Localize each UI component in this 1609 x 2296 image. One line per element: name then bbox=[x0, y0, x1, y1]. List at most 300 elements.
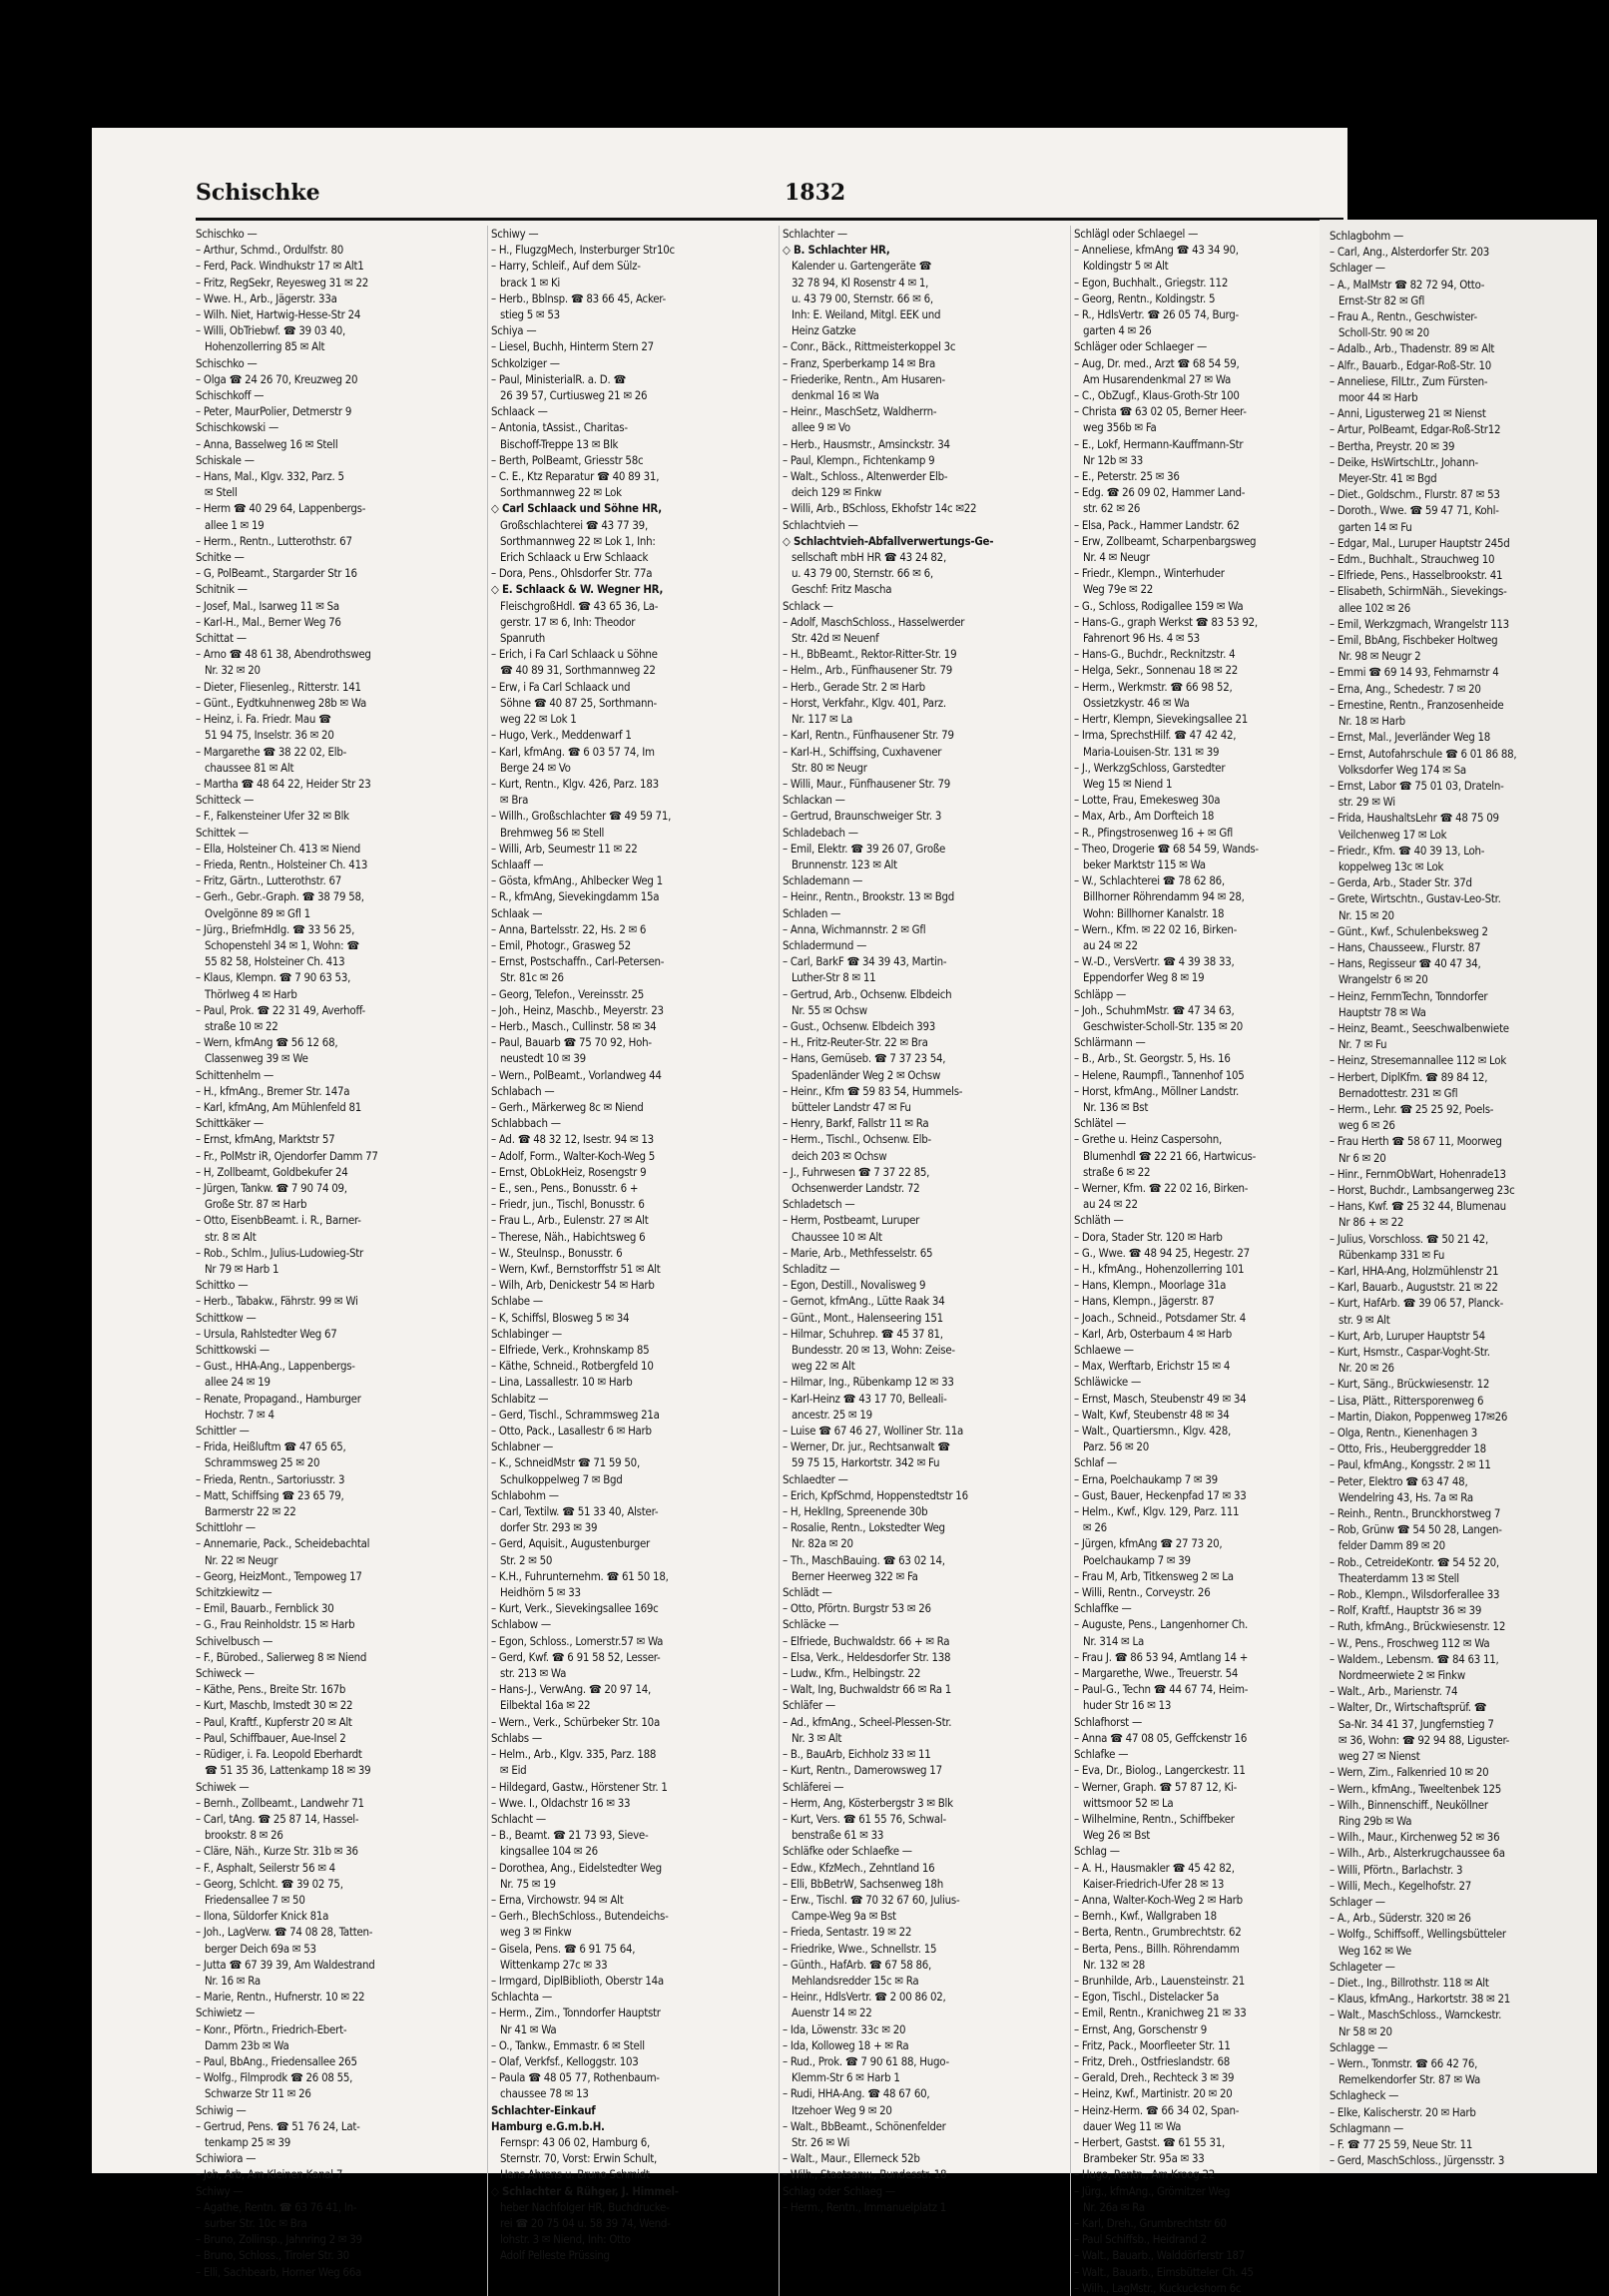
directory-entry: – Ernst, Ang, Gorschenstr 9 bbox=[1074, 2021, 1208, 2036]
surname-heading: Schlack — bbox=[783, 598, 833, 613]
directory-entry: Nr 79 ✉ Harb 1 bbox=[196, 1262, 279, 1276]
directory-entry: ◇ Carl Schlaack und Söhne HR, bbox=[491, 501, 662, 516]
surname-heading: Schlabinger — bbox=[491, 1326, 562, 1341]
directory-entry: Barmerstr 22 ✉ 22 bbox=[196, 1504, 296, 1519]
directory-entry: – Wern., PolBeamt., Vorlandweg 44 bbox=[491, 1067, 662, 1082]
directory-entry: – Lina, Lassallestr. 10 ✉ Harb bbox=[491, 1375, 633, 1390]
directory-entry: – Herb., Bblnsp. ☎ 83 66 45, Acker- bbox=[491, 290, 666, 305]
directory-entry: – Franz, Sperberkamp 14 ✉ Bra bbox=[783, 355, 936, 370]
directory-entry: – Herm., Rentn., Lutterothstr. 67 bbox=[196, 533, 352, 548]
directory-entry: weg 6 ✉ 26 bbox=[1330, 1118, 1395, 1133]
directory-entry: ◇ B. Schlachter HR, bbox=[783, 243, 890, 258]
directory-entry: Hamburg e.G.m.b.H. bbox=[491, 2118, 605, 2133]
directory-entry: Sternstr. 70, Vorst: Erwin Schult, bbox=[491, 2151, 657, 2166]
directory-entry: – Georg, HeizMont., Tempoweg 17 bbox=[196, 1568, 362, 1583]
directory-entry: surber Str. 10c ✉ Bra bbox=[196, 2215, 307, 2230]
surname-heading: Schittenhelm — bbox=[196, 1067, 273, 1082]
surname-heading: Schlabner — bbox=[491, 1439, 554, 1454]
directory-entry: – Elisabeth, SchirmNäh., Sievekings- bbox=[1330, 584, 1507, 599]
directory-entry: Schlachter-Einkauf bbox=[491, 2102, 596, 2117]
directory-entry: – Walt., BbBeamt., Schönenfelder bbox=[783, 2118, 946, 2133]
directory-entry: – Paul, Klempn., Fichtenkamp 9 bbox=[783, 452, 935, 467]
surname-heading: Schlagheck — bbox=[1330, 2088, 1399, 2103]
surname-heading: Schladetsch — bbox=[783, 1197, 855, 1212]
directory-entry: Ovelgönne 89 ✉ Gfl 1 bbox=[196, 905, 310, 920]
directory-entry: – H., BbBeamt., Rektor-Ritter-Str. 19 bbox=[783, 647, 957, 662]
surname-heading: Schlabe — bbox=[491, 1294, 543, 1309]
directory-entry: – Wern., Verk., Schürbeker Str. 10a bbox=[491, 1714, 660, 1729]
directory-entry: – Josef, Mal., Isarweg 11 ✉ Sa bbox=[196, 598, 339, 613]
surname-heading: Schladitz — bbox=[783, 1262, 840, 1276]
surname-heading: Schkolziger — bbox=[491, 355, 560, 370]
directory-entry: – Fritz, Gärtn., Lutterothstr. 67 bbox=[196, 873, 341, 888]
directory-entry: – Grete, Wirtschtn., Gustav-Leo-Str. bbox=[1330, 891, 1501, 906]
directory-entry: – Gust., HHA-Ang., Lappenbergs- bbox=[196, 1359, 355, 1374]
directory-entry: Sorthmannweg 22 ✉ Lok bbox=[491, 485, 622, 500]
directory-entry: – Edw., KfzMech., Zehntland 16 bbox=[783, 1860, 935, 1875]
directory-entry: lohstr. 3 ✉ Niend, Inh: Otto bbox=[491, 2232, 631, 2247]
directory-entry: Berge 24 ✉ Vo bbox=[491, 760, 571, 775]
directory-entry: – Karl, Rentn., Fünfhausener Str. 79 bbox=[783, 728, 954, 743]
directory-entry: Schrammsweg 25 ✉ 20 bbox=[196, 1455, 320, 1470]
directory-entry: – Max, Werftarb, Erichstr 15 ✉ 4 bbox=[1074, 1359, 1231, 1374]
directory-entry: – Rüdiger, i. Fa. Leopold Eberhardt bbox=[196, 1747, 362, 1762]
directory-entry: – Helene, Raumpfl., Tannenhof 105 bbox=[1074, 1067, 1245, 1082]
directory-entry: – Werner, Kfm. ☎ 22 02 16, Birken- bbox=[1074, 1180, 1249, 1195]
directory-entry: Bernadottestr. 231 ✉ Gfl bbox=[1330, 1085, 1458, 1100]
directory-entry: – Heinz, Beamt., Seeschwalbenwiete bbox=[1330, 1020, 1509, 1035]
directory-entry: – Margarethe, Wwe., Treuerstr. 54 bbox=[1074, 1666, 1239, 1681]
directory-entry: straße 6 ✉ 22 bbox=[1074, 1164, 1151, 1179]
directory-entry: straße 10 ✉ 22 bbox=[196, 1018, 278, 1033]
directory-entry: Nr. 22 ✉ Neugr bbox=[196, 1552, 278, 1567]
directory-entry: – Wilh., LagMstr., Kuckuckshorn 6c bbox=[1074, 2280, 1242, 2295]
directory-entry: stieg 5 ✉ 53 bbox=[491, 307, 560, 322]
directory-entry: – F., Bürobed., Salierweg 8 ✉ Niend bbox=[196, 1649, 367, 1664]
directory-entry: – Bertha, Preystr. 20 ✉ 39 bbox=[1330, 438, 1455, 453]
directory-entry: – Gösta, kfmAng., Ahlbecker Weg 1 bbox=[491, 873, 663, 888]
directory-entry: Nr. 16 ✉ Ra bbox=[196, 1973, 261, 1988]
directory-entry: – Edgar, Mal., Luruper Hauptstr 245d bbox=[1330, 535, 1510, 550]
directory-entry: – Rob., Klempn., Wilsdorferallee 33 bbox=[1330, 1587, 1500, 1602]
directory-entry: Hauptstr 78 ✉ Wa bbox=[1330, 1004, 1426, 1019]
directory-entry: – Hans, Klempn., Jägerstr. 87 bbox=[1074, 1294, 1215, 1309]
directory-entry: – Gerh., Märkerweg 8c ✉ Niend bbox=[491, 1099, 644, 1114]
directory-entry: Str. 42d ✉ Neuenf bbox=[783, 631, 879, 646]
directory-entry: Classenweg 39 ✉ We bbox=[196, 1051, 308, 1066]
header-rule bbox=[196, 218, 1343, 221]
directory-entry: – Helm., Arb., Fünfhausener Str. 79 bbox=[783, 663, 953, 678]
directory-entry: – Hans, Mal., Klgv. 332, Parz. 5 bbox=[196, 469, 344, 484]
directory-entry: – Arno ☎ 48 61 38, Abendrothsweg bbox=[196, 647, 371, 662]
directory-entry: – Berta, Pens., Billh. Röhrendamm bbox=[1074, 1941, 1240, 1956]
surname-heading: Schiwy — bbox=[196, 2183, 244, 2198]
directory-entry: Mehlandsredder 15c ✉ Ra bbox=[783, 1973, 919, 1988]
directory-entry: Nr 6 ✉ 20 bbox=[1330, 1150, 1386, 1165]
directory-entry: – Ilona, Süldorfer Knick 81a bbox=[196, 1909, 329, 1924]
surname-heading: Schischkowski — bbox=[196, 420, 279, 435]
surname-heading: Schlabow — bbox=[491, 1617, 551, 1632]
directory-entry: – Gerda, Arb., Stader Str. 37d bbox=[1330, 875, 1472, 890]
directory-entry: – Fritz, Pack., Moorfleeter Str. 11 bbox=[1074, 2037, 1231, 2052]
directory-entry: ✉ 26 bbox=[1074, 1520, 1107, 1535]
directory-entry: Weg 15 ✉ Niend 1 bbox=[1074, 776, 1173, 791]
directory-entry: – J., Fuhrwesen ☎ 7 37 22 85, bbox=[783, 1164, 930, 1179]
directory-entry: – Joh., Heinz, Maschb., Meyerstr. 23 bbox=[491, 1002, 664, 1017]
surname-heading: Schiya — bbox=[491, 323, 537, 338]
directory-entry: – G., Wwe. ☎ 48 94 25, Hegestr. 27 bbox=[1074, 1245, 1250, 1260]
directory-entry: – Wilhelmine, Rentn., Schiffbeker bbox=[1074, 1811, 1235, 1826]
surname-heading: Schiwiora — bbox=[196, 2151, 257, 2166]
directory-entry: Str. 2 ✉ 50 bbox=[491, 1552, 553, 1567]
directory-entry: Ossietzkystr. 46 ✉ Wa bbox=[1074, 695, 1190, 710]
directory-entry: – Hildegard, Gastw., Hörstener Str. 1 bbox=[491, 1779, 668, 1794]
directory-entry: – Elsa, Verk., Heldesdorfer Str. 138 bbox=[783, 1649, 951, 1664]
directory-entry: – Christa ☎ 63 02 05, Berner Heer- bbox=[1074, 404, 1247, 419]
directory-entry: – A., MalMstr ☎ 82 72 94, Otto- bbox=[1330, 277, 1485, 291]
directory-entry: Damm 23b ✉ Wa bbox=[196, 2037, 289, 2052]
directory-entry: – Egon, Buchhalt., Griegstr. 112 bbox=[1074, 275, 1229, 289]
directory-entry: Heinz Gatzke bbox=[783, 323, 856, 338]
directory-entry: – Aug, Dr. med., Arzt ☎ 68 54 59, bbox=[1074, 355, 1240, 370]
directory-entry: – Friedr., Klempn., Winterhuder bbox=[1074, 566, 1225, 581]
directory-entry: Nr. 32 ✉ 20 bbox=[196, 663, 261, 678]
directory-entry: Str. 80 ✉ Neugr bbox=[783, 760, 867, 775]
directory-entry: – Gerh., Gebr.-Graph. ☎ 38 79 58, bbox=[196, 889, 364, 904]
directory-entry: – Ernst, Postschaffn., Carl-Petersen- bbox=[491, 954, 665, 969]
directory-entry: tenkamp 25 ✉ 39 bbox=[196, 2134, 291, 2149]
directory-entry: moor 44 ✉ Harb bbox=[1330, 390, 1418, 405]
directory-entry: Schwarze Str 11 ✉ 26 bbox=[196, 2086, 311, 2101]
directory-entry: Weg 162 ✉ We bbox=[1330, 1943, 1411, 1958]
surname-heading: Schischkoff — bbox=[196, 388, 265, 403]
surname-heading: Schiwy — bbox=[491, 227, 539, 241]
directory-entry: Bischoff-Treppe 13 ✉ Blk bbox=[491, 436, 619, 451]
surname-heading: Schläth — bbox=[1074, 1213, 1124, 1228]
surname-heading: Schischko — bbox=[196, 227, 258, 241]
directory-entry: – Karl, kfmAng, Am Mühlenfeld 81 bbox=[196, 1099, 362, 1114]
directory-entry: – Joh, Arb, Am Kleinen Kanal 7 bbox=[196, 2167, 343, 2182]
directory-entry: Klemm-Str 6 ✉ Harb 1 bbox=[783, 2070, 900, 2085]
directory-entry: – H, HeklIng, Spreenende 30b bbox=[783, 1504, 928, 1519]
directory-entry: – Willi, ObTriebwf. ☎ 39 03 40, bbox=[196, 323, 345, 338]
surname-heading: Schlabach — bbox=[491, 1083, 555, 1098]
directory-entry: – Otto, Fris., Heuberggredder 18 bbox=[1330, 1441, 1486, 1456]
surname-heading: Schladebach — bbox=[783, 825, 858, 840]
directory-column-3 bbox=[779, 226, 1051, 2296]
directory-entry: – Paul, Prok. ☎ 22 31 49, Averhoff- bbox=[196, 1002, 365, 1017]
directory-entry: – Karl, HHA-Ang, Holzmühlenstr 21 bbox=[1330, 1264, 1499, 1278]
surname-heading: Schiskale — bbox=[196, 452, 255, 467]
directory-entry: – Bruno, Schloss., Tiroler Str. 30 bbox=[196, 2248, 349, 2263]
directory-entry: sellschaft mbH HR ☎ 43 24 82, bbox=[783, 550, 946, 565]
surname-heading: Schlaak — bbox=[491, 905, 543, 920]
running-head bbox=[196, 180, 1343, 220]
directory-entry: Auenstr 14 ✉ 22 bbox=[783, 2006, 872, 2020]
directory-entry: – Elli, BbBetrW, Sachsenweg 18h bbox=[783, 1876, 943, 1891]
directory-entry: Spanruth bbox=[491, 631, 546, 646]
directory-entry: berger Deich 69a ✉ 53 bbox=[196, 1941, 316, 1956]
directory-entry: – Jürgen, kfmAng ☎ 27 73 20, bbox=[1074, 1536, 1223, 1551]
surname-heading: Schlärmann — bbox=[1074, 1035, 1146, 1050]
directory-entry: Thörlweg 4 ✉ Harb bbox=[196, 986, 297, 1001]
directory-entry: u. 43 79 00, Sternstr. 66 ✉ 6, bbox=[783, 290, 933, 305]
directory-entry: – Erich, KpfSchmd, Hoppenstedtstr 16 bbox=[783, 1487, 968, 1502]
directory-entry: – Th., MaschBauing. ☎ 63 02 14, bbox=[783, 1552, 945, 1567]
directory-entry: weg 27 ✉ Nienst bbox=[1330, 1749, 1420, 1764]
directory-entry: Parz. 56 ✉ 20 bbox=[1074, 1439, 1149, 1454]
directory-entry: – Kurt, Verk., Sievekingsallee 169c bbox=[491, 1601, 659, 1616]
directory-entry: ☎ 40 89 31, Sorthmannweg 22 bbox=[491, 663, 656, 678]
directory-entry: – Fritz, RegSekr, Reyesweg 31 ✉ 22 bbox=[196, 275, 369, 289]
directory-entry: – G., Schloss, Rodigallee 159 ✉ Wa bbox=[1074, 598, 1244, 613]
directory-entry: – Hertr, Klempn, Sievekingsallee 21 bbox=[1074, 712, 1248, 727]
directory-entry: – Joh., LagVerw. ☎ 74 08 28, Tatten- bbox=[196, 1925, 373, 1940]
directory-entry: – Lotte, Frau, Emekesweg 30a bbox=[1074, 793, 1221, 808]
directory-entry: – O., Tankw., Emmastr. 6 ✉ Stell bbox=[491, 2037, 645, 2052]
directory-entry: garten 4 ✉ 26 bbox=[1074, 323, 1152, 338]
directory-entry: – Karl, Bauarb., Auguststr. 21 ✉ 22 bbox=[1330, 1280, 1498, 1295]
directory-entry: – Karl-Heinz ☎ 43 17 70, Belleali- bbox=[783, 1391, 947, 1406]
directory-entry: – Kurt, Rentn., Damerowsweg 17 bbox=[783, 1763, 942, 1778]
surname-heading: Schlachter — bbox=[783, 227, 847, 241]
directory-entry: – Irmgard, DiplBiblioth, Oberstr 14a bbox=[491, 1973, 664, 1988]
directory-entry: – Jutta ☎ 67 39 39, Am Waldestrand bbox=[196, 1957, 375, 1972]
directory-entry: – Ernst, Mal., Jeverländer Weg 18 bbox=[1330, 730, 1491, 745]
directory-entry: – Rudi, HHA-Ang. ☎ 48 67 60, bbox=[783, 2086, 930, 2101]
directory-entry: – Wern., kfmAng., Tweeltenbek 125 bbox=[1330, 1781, 1502, 1796]
directory-columns bbox=[196, 226, 1343, 2295]
directory-entry: – R., Pfingstrosenweg 16 + ✉ Gfl bbox=[1074, 825, 1234, 840]
surname-heading: Schlaf — bbox=[1074, 1455, 1117, 1470]
directory-entry: – Gertrud, Pens. ☎ 51 76 24, Lat- bbox=[196, 2118, 360, 2133]
directory-entry: – F. ☎ 77 25 59, Neue Str. 11 bbox=[1330, 2136, 1473, 2151]
directory-entry: – Ernst, Masch, Steubenstr 49 ✉ 34 bbox=[1074, 1391, 1247, 1406]
directory-entry: – Doroth., Wwe. ☎ 59 47 71, Kohl- bbox=[1330, 503, 1499, 518]
directory-entry: – Hans, Gemüseb. ☎ 7 37 23 54, bbox=[783, 1051, 946, 1066]
directory-entry: Ring 29b ✉ Wa bbox=[1330, 1813, 1412, 1828]
directory-entry: – Herm., Werkmstr. ☎ 66 98 52, bbox=[1074, 679, 1233, 694]
directory-entry: – Paula ☎ 48 05 77, Rothenbaum- bbox=[491, 2070, 660, 2085]
directory-entry: – Paul-G., Techn ☎ 44 67 74, Heim- bbox=[1074, 1682, 1249, 1697]
directory-column-2 bbox=[487, 226, 760, 2296]
directory-entry: 55 82 58, Holsteiner Ch. 413 bbox=[196, 954, 345, 969]
directory-entry: – Emil, Photogr., Grasweg 52 bbox=[491, 937, 631, 952]
directory-entry: – Wilh., Maur., Kirchenweg 52 ✉ 36 bbox=[1330, 1830, 1500, 1845]
directory-entry: – Walt, Kwf, Steubenstr 48 ✉ 34 bbox=[1074, 1407, 1230, 1422]
directory-entry: – Walt., Bauarb., Walddörferstr 187 bbox=[1074, 2248, 1246, 2263]
surname-heading: Schitke — bbox=[196, 550, 245, 565]
directory-entry: – Frau L., Arb., Eulenstr. 27 ✉ Alt bbox=[491, 1213, 649, 1228]
directory-entry: allee 24 ✉ 19 bbox=[196, 1375, 270, 1390]
directory-entry: – F., Falkensteiner Ufer 32 ✉ Blk bbox=[196, 809, 349, 824]
directory-entry: Sorthmannweg 22 ✉ Lok 1, Inh: bbox=[491, 533, 656, 548]
directory-entry: – Wilh., Binnenschiff., Neuköllner bbox=[1330, 1797, 1488, 1812]
directory-entry: – Herm, Ang, Kösterbergstr 3 ✉ Blk bbox=[783, 1795, 953, 1810]
directory-entry: Nr. 82a ✉ 20 bbox=[783, 1536, 853, 1551]
directory-entry: – Herm., Zim., Tonndorfer Hauptstr bbox=[491, 2006, 661, 2020]
directory-entry: Heidhörn 5 ✉ 33 bbox=[491, 1585, 581, 1600]
surname-heading: Schläferei — bbox=[783, 1779, 844, 1794]
directory-entry: – Georg, Telefon., Vereinsstr. 25 bbox=[491, 986, 645, 1001]
directory-entry: – Heinz, i. Fa. Friedr. Mau ☎ bbox=[196, 712, 331, 727]
directory-entry: – Walt., Quartiersmn., Klgv. 428, bbox=[1074, 1424, 1232, 1438]
directory-entry: – Willi, Arb, Seumestr 11 ✉ 22 bbox=[491, 841, 638, 856]
directory-entry: – Carl, Textilw. ☎ 51 33 40, Alster- bbox=[491, 1504, 659, 1519]
directory-entry: – Auguste, Pens., Langenhorner Ch. bbox=[1074, 1617, 1248, 1632]
directory-entry: Hans Ahrens u. Bruno Schmidt bbox=[491, 2167, 650, 2182]
directory-entry: ◇ Schlachter & Rühger, J. Himmel- bbox=[491, 2183, 679, 2198]
directory-entry: – Ernst, kfmAng, Marktstr 57 bbox=[196, 1132, 335, 1147]
directory-entry: – Jürgen, Tankw. ☎ 7 90 74 09, bbox=[196, 1180, 347, 1195]
directory-entry: – Erw, Zollbeamt, Scharpenbargsweg bbox=[1074, 533, 1257, 548]
directory-entry: Söhne ☎ 40 87 25, Sorthmann- bbox=[491, 695, 657, 710]
directory-entry: kingsallee 104 ✉ 26 bbox=[491, 1844, 598, 1859]
directory-entry: – Walt., Maur., Ellerneck 52b bbox=[783, 2151, 920, 2166]
directory-entry: – Hinr., FernmObWart, Hohenrade13 bbox=[1330, 1166, 1506, 1181]
directory-entry: – Frau Herth ☎ 58 67 11, Moorweg bbox=[1330, 1134, 1502, 1149]
directory-entry: Brunnenstr. 123 ✉ Alt bbox=[783, 857, 897, 871]
directory-entry: Hohenzollerring 85 ✉ Alt bbox=[196, 339, 325, 354]
directory-entry: – Bernh., Zollbeamt., Landwehr 71 bbox=[196, 1795, 364, 1810]
directory-entry: Schulkoppelweg 7 ✉ Bgd bbox=[491, 1471, 623, 1486]
directory-entry: Schopenstehl 34 ✉ 1, Wohn: ☎ bbox=[196, 937, 359, 952]
directory-entry: Theaterdamm 13 ✉ Stell bbox=[1330, 1570, 1459, 1585]
directory-entry: – Helga, Sekr., Sonnenau 18 ✉ 22 bbox=[1074, 663, 1238, 678]
directory-entry: Blumenhdl ☎ 22 21 66, Hartwicus- bbox=[1074, 1148, 1257, 1163]
directory-entry: – G, PolBeamt., Stargarder Str 16 bbox=[196, 566, 357, 581]
directory-entry: au 24 ✉ 22 bbox=[1074, 937, 1138, 952]
surname-heading: Schittler — bbox=[196, 1424, 250, 1438]
directory-entry: – Konr., Pförtn., Friedrich-Ebert- bbox=[196, 2021, 347, 2036]
directory-entry: – Willh., Großschlachter ☎ 49 59 71, bbox=[491, 809, 672, 824]
directory-entry: Nr 12b ✉ 33 bbox=[1074, 452, 1144, 467]
directory-entry: – Hans, Kwf. ☎ 25 32 44, Blumenau bbox=[1330, 1199, 1506, 1214]
directory-entry: – Wilh, Arb, Denickestr 54 ✉ Harb bbox=[491, 1278, 655, 1293]
directory-entry: ☎ 51 35 36, Lattenkamp 18 ✉ 39 bbox=[196, 1763, 371, 1778]
directory-entry: – B., BauArb, Eichholz 33 ✉ 11 bbox=[783, 1747, 931, 1762]
directory-entry: – Adolf, Form., Walter-Koch-Weg 5 bbox=[491, 1148, 656, 1163]
directory-entry: – Günt., Eydtkuhnenweg 28b ✉ Wa bbox=[196, 695, 367, 710]
directory-entry: denkmal 16 ✉ Wa bbox=[783, 388, 879, 403]
directory-entry: – Walt., Arb., Marienstr. 74 bbox=[1330, 1684, 1458, 1699]
directory-entry: str. 9 ✉ Alt bbox=[1330, 1312, 1390, 1327]
directory-entry: – Ludw., Kfm., Helbingstr. 22 bbox=[783, 1666, 921, 1681]
directory-entry: Str. 26 ✉ Wi bbox=[783, 2134, 850, 2149]
directory-entry: – Helm., Arb., Klgv. 335, Parz. 188 bbox=[491, 1747, 657, 1762]
directory-entry: Nr. 75 ✉ 19 bbox=[491, 1876, 556, 1891]
surname-heading: Schlädt — bbox=[783, 1585, 832, 1600]
directory-entry: – Olga ☎ 24 26 70, Kreuzweg 20 bbox=[196, 371, 358, 386]
directory-entry: Itzehoer Weg 9 ✉ 20 bbox=[783, 2102, 892, 2117]
directory-entry: – Anna, Walter-Koch-Weg 2 ✉ Harb bbox=[1074, 1892, 1243, 1907]
directory-entry: – Arthur, Schmd., Ordulfstr. 80 bbox=[196, 243, 344, 258]
surname-heading: Schläfer — bbox=[783, 1698, 835, 1713]
directory-entry: Scholl-Str. 90 ✉ 20 bbox=[1330, 325, 1429, 340]
directory-entry: – Frau M, Arb, Titkensweg 2 ✉ La bbox=[1074, 1568, 1234, 1583]
directory-entry: – Horst, Verkfahr., Klgv. 401, Parz. bbox=[783, 695, 946, 710]
directory-entry: Am Husarendenkmal 27 ✉ Wa bbox=[1074, 371, 1232, 386]
directory-entry: 51 94 75, Inselstr. 36 ✉ 20 bbox=[196, 728, 334, 743]
directory-entry: Hochstr. 7 ✉ 4 bbox=[196, 1407, 274, 1422]
surname-heading: Schladermund — bbox=[783, 937, 867, 952]
directory-entry: – Joh., SchuhmMstr. ☎ 47 34 63, bbox=[1074, 1002, 1235, 1017]
directory-entry: – Gerald, Dreh., Rechteck 3 ✉ 39 bbox=[1074, 2070, 1235, 2085]
directory-entry: Wohn: Billhorner Kanalstr. 18 bbox=[1074, 905, 1225, 920]
directory-entry: – Gerd, Tischl., Schrammsweg 21a bbox=[491, 1407, 660, 1422]
directory-entry: Berner Heerweg 322 ✉ Fa bbox=[783, 1568, 918, 1583]
directory-entry: – Paul, Bauarb ☎ 75 70 92, Hoh- bbox=[491, 1035, 652, 1050]
directory-entry: – Marie, Rentn., Hufnerstr. 10 ✉ 22 bbox=[196, 1990, 365, 2005]
directory-entry: Kaiser-Friedrich-Ufer 28 ✉ 13 bbox=[1074, 1876, 1225, 1891]
directory-entry: brack 1 ✉ Ki bbox=[491, 275, 561, 289]
directory-entry: 59 75 15, Harkortstr. 342 ✉ Fu bbox=[783, 1455, 940, 1470]
directory-entry: – Paul, Kraftf., Kupferstr 20 ✉ Alt bbox=[196, 1714, 352, 1729]
surname-heading: Schläcke — bbox=[783, 1617, 839, 1632]
surname-heading: Schittat — bbox=[196, 631, 247, 646]
surname-heading: Schlacht — bbox=[491, 1811, 546, 1826]
directory-entry: Nr. 314 ✉ La bbox=[1074, 1633, 1144, 1648]
directory-entry: – Elfriede, Pens., Hasselbrookstr. 41 bbox=[1330, 568, 1503, 583]
directory-entry: – Helm., Kwf., Klgv. 129, Parz. 111 bbox=[1074, 1504, 1240, 1519]
directory-entry: – Hans-G., graph Werkst ☎ 83 53 92, bbox=[1074, 614, 1258, 629]
surname-heading: Schlaedter — bbox=[783, 1471, 848, 1486]
surname-heading: Schläger oder Schlaeger — bbox=[1074, 339, 1207, 354]
directory-entry: ✉ Bra bbox=[491, 793, 529, 808]
directory-entry: – Gertrud, Arb., Ochsenw. Elbdeich bbox=[783, 986, 952, 1001]
directory-entry: – Erw, i Fa Carl Schlaack und bbox=[491, 679, 631, 694]
directory-entry: – Herbert, DiplKfm. ☎ 89 84 12, bbox=[1330, 1069, 1488, 1084]
directory-entry: – Otto, EisenbBeamt. i. R., Barner- bbox=[196, 1213, 361, 1228]
surname-heading: Schlägl oder Schlaegel — bbox=[1074, 227, 1199, 241]
directory-entry: heber Nachfolger HR, Buchdrucke- bbox=[491, 2199, 670, 2214]
directory-entry: – Henry, Barkf, Fallstr 11 ✉ Ra bbox=[783, 1116, 929, 1131]
directory-entry: – Günth., HafArb. ☎ 67 58 86, bbox=[783, 1957, 932, 1972]
directory-entry: u. 43 79 00, Sternstr. 66 ✉ 6, bbox=[783, 566, 933, 581]
directory-entry: Meyer-Str. 41 ✉ Bgd bbox=[1330, 471, 1437, 486]
directory-entry: – B., Arb., St. Georgstr. 5, Hs. 16 bbox=[1074, 1051, 1231, 1066]
directory-entry: – Herm., Lehr. ☎ 25 25 92, Poels- bbox=[1330, 1101, 1494, 1116]
directory-entry: – W., Steulnsp., Bonusstr. 6 bbox=[491, 1245, 623, 1260]
directory-entry: – Elli, Sachbearb, Horner Weg 66a bbox=[196, 2264, 361, 2279]
directory-entry: – Wwe. H., Arb., Jägerstr. 33a bbox=[196, 290, 337, 305]
directory-entry: – Emil, Elektr. ☎ 39 26 07, Große bbox=[783, 841, 946, 856]
surname-heading: Schittkowski — bbox=[196, 1343, 269, 1358]
directory-entry: 26 39 57, Curtiusweg 21 ✉ 26 bbox=[491, 388, 648, 403]
directory-entry: – Emil, Bauarb., Fernblick 30 bbox=[196, 1601, 334, 1616]
directory-entry: – Wolfg., Schiffsoff., Wellingsbütteler bbox=[1330, 1927, 1506, 1942]
directory-entry: Volksdorfer Weg 174 ✉ Sa bbox=[1330, 762, 1466, 777]
directory-entry: – Eva, Dr., Biolog., Langerckestr. 11 bbox=[1074, 1763, 1246, 1778]
directory-entry: – Herm ☎ 40 29 64, Lappenbergs- bbox=[196, 501, 366, 516]
surname-heading: Schiwietz — bbox=[196, 2006, 256, 2020]
directory-entry: – Herb., Tabakw., Fährstr. 99 ✉ Wi bbox=[196, 1294, 358, 1309]
directory-entry: – Paul Schiffsb., Heidrand 2 bbox=[1074, 2232, 1207, 2247]
directory-entry: – Artur, PolBeamt, Edgar-Roß-Str12 bbox=[1330, 422, 1501, 437]
directory-entry: – Ad. ☎ 48 32 12, Isestr. 94 ✉ 13 bbox=[491, 1132, 654, 1147]
directory-entry: – Anni, Ligusterweg 21 ✉ Nienst bbox=[1330, 406, 1486, 421]
directory-entry: – Joach., Schneid., Potsdamer Str. 4 bbox=[1074, 1310, 1247, 1325]
directory-entry: – Wwe. I., Oldachstr 16 ✉ 33 bbox=[491, 1795, 631, 1810]
directory-column-1 bbox=[196, 226, 468, 2296]
directory-entry: – Günt., Kwf., Schulenbeksweg 2 bbox=[1330, 923, 1488, 938]
directory-entry: Ochsenwerder Landstr. 72 bbox=[783, 1180, 920, 1195]
directory-entry: – Hans, Regisseur ☎ 40 47 34, bbox=[1330, 956, 1481, 971]
surname-heading: Schlabs — bbox=[491, 1730, 542, 1745]
directory-entry: – Heinr., Kfm ☎ 59 83 54, Hummels- bbox=[783, 1083, 963, 1098]
surname-heading: Schläpp — bbox=[1074, 986, 1127, 1001]
directory-entry: Große Str. 87 ✉ Harb bbox=[196, 1197, 307, 1212]
